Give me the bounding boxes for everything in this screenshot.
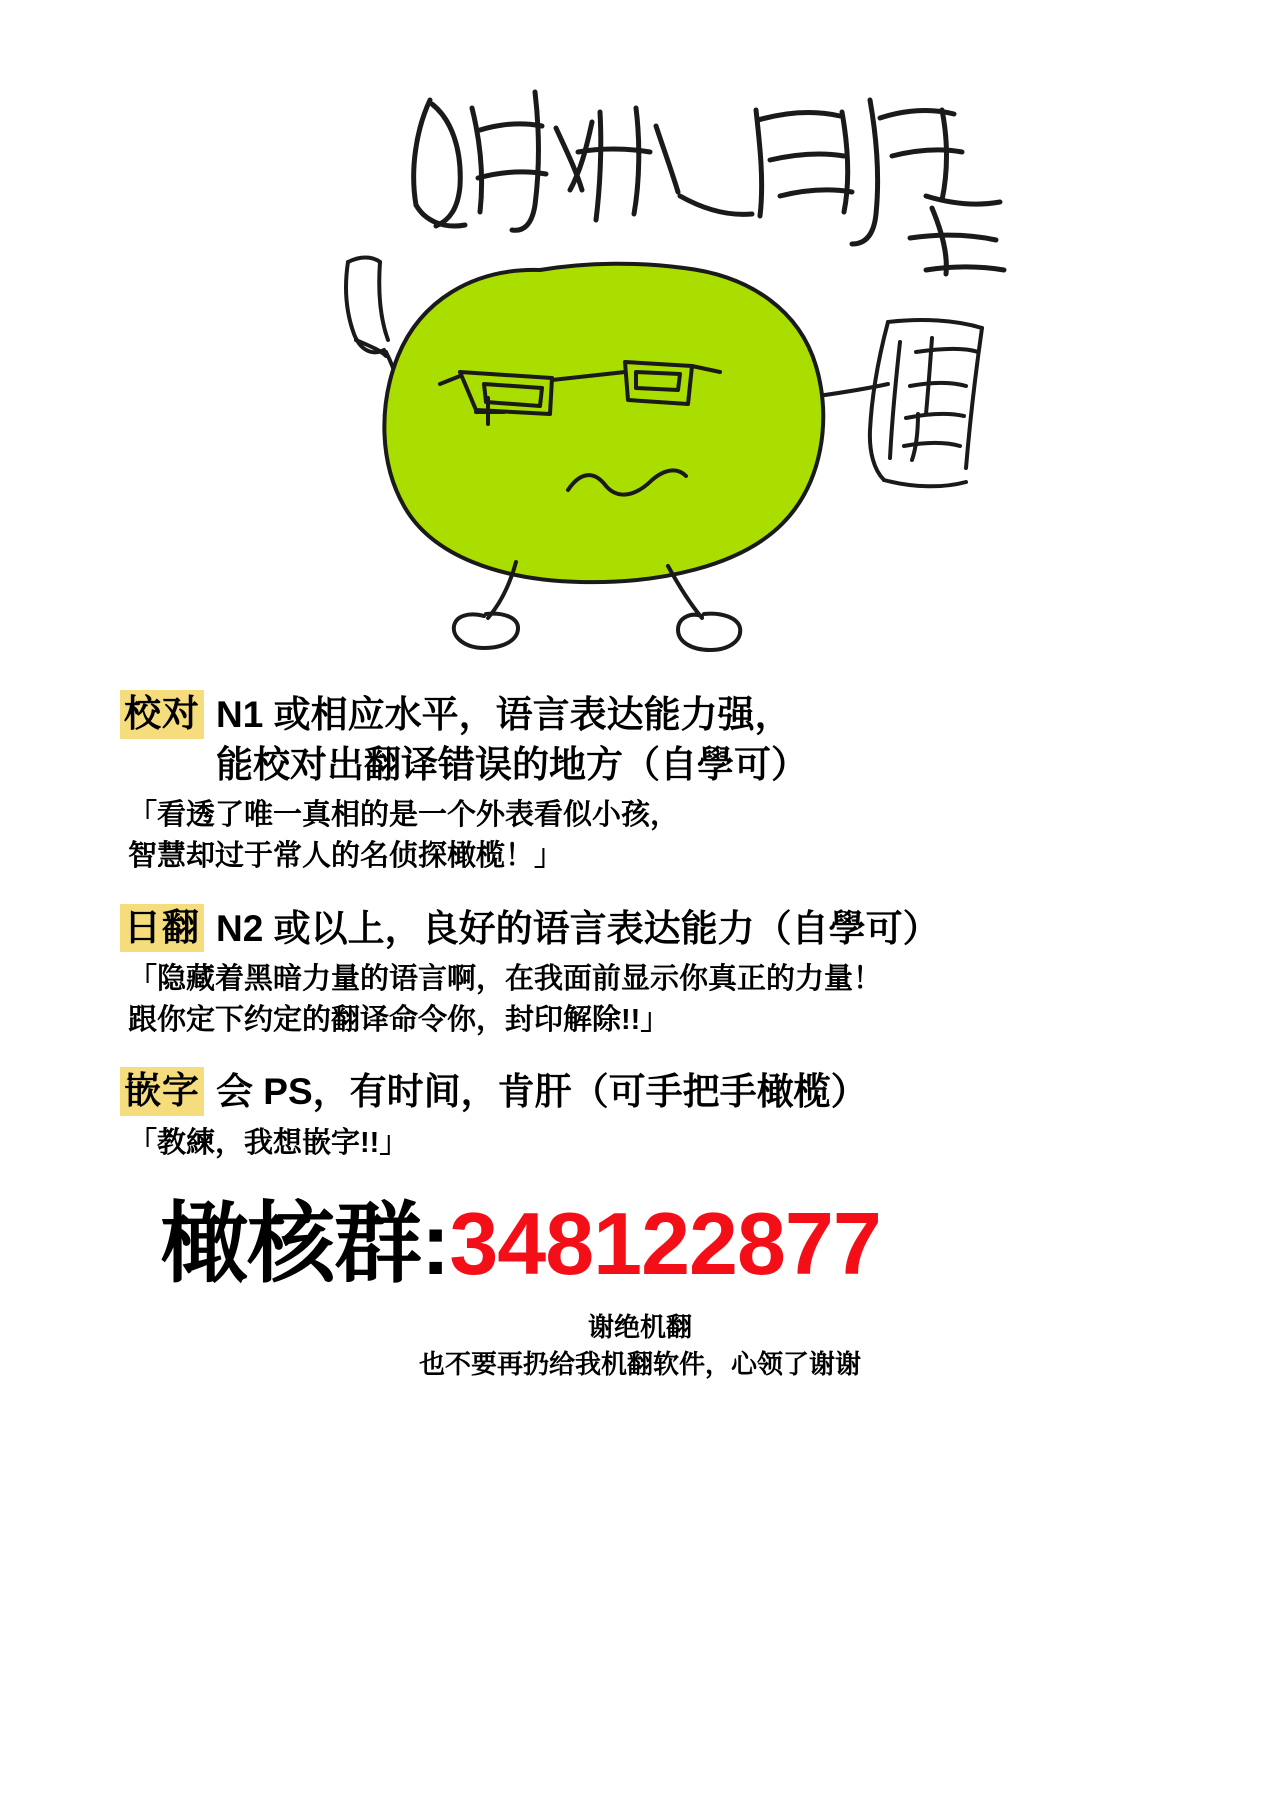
requirement-block-translator	[120, 904, 1160, 1042]
requirement-title-line: 能校对出翻译错误的地方（自學可）	[216, 743, 808, 785]
requirement-block-proofreader	[120, 690, 1160, 878]
requirement-title	[216, 904, 1160, 954]
role-tag-typesetter: 嵌字	[120, 1067, 204, 1116]
requirement-quote-line: 「隐藏着黑暗力量的语言啊，在我面前显示你真正的力量！	[128, 963, 883, 996]
footer-line-2: 也不要再扔给我机翻软件，心领了谢谢	[418, 1349, 861, 1380]
right-arm-icon	[818, 320, 982, 486]
requirement-block-typesetter	[120, 1067, 1160, 1164]
qq-group-label: 橄核群:	[160, 1194, 450, 1294]
requirement-headline	[120, 904, 1160, 954]
role-tag-translator: 日翻	[120, 904, 204, 953]
requirement-quote-line: 智慧却过于常人的名侦探橄榄！」	[128, 840, 564, 873]
qq-group-line	[80, 1194, 1200, 1294]
requirement-quote	[128, 795, 1160, 877]
illustration	[80, 0, 1200, 690]
hand-drawn-character-svg	[80, 0, 1200, 690]
requirement-title-line: 会 PS，有时间，肯肝（可手把手橄榄）	[216, 1071, 868, 1113]
requirement-title	[216, 690, 1160, 789]
footer-line-1: 谢绝机翻	[587, 1311, 692, 1342]
requirement-headline	[120, 690, 1160, 789]
poster-page	[80, 0, 1200, 1384]
requirement-title	[216, 1067, 1160, 1117]
requirement-title-line: N2 或以上，良好的语言表达能力（自學可）	[216, 907, 940, 949]
character-body	[384, 264, 823, 582]
footer-note	[80, 1309, 1200, 1384]
handwritten-title-icon	[414, 92, 1004, 274]
requirement-headline	[120, 1067, 1160, 1117]
requirement-quote-line: 跟你定下约定的翻译命令你，封印解除!!」	[128, 1004, 670, 1037]
requirement-quote-line: 「看透了唯一真相的是一个外表看似小孩，	[128, 799, 680, 832]
requirements-section	[80, 690, 1200, 1164]
requirement-quote	[128, 1123, 1160, 1164]
requirement-quote-line: 「教練，我想嵌字!!」	[128, 1127, 409, 1159]
requirement-title-line: N1 或相应水平，语言表达能力强，	[216, 694, 792, 735]
qq-group-number: 348122877	[449, 1194, 881, 1294]
requirement-quote	[128, 959, 1160, 1041]
role-tag-proofreader: 校对	[120, 690, 204, 739]
